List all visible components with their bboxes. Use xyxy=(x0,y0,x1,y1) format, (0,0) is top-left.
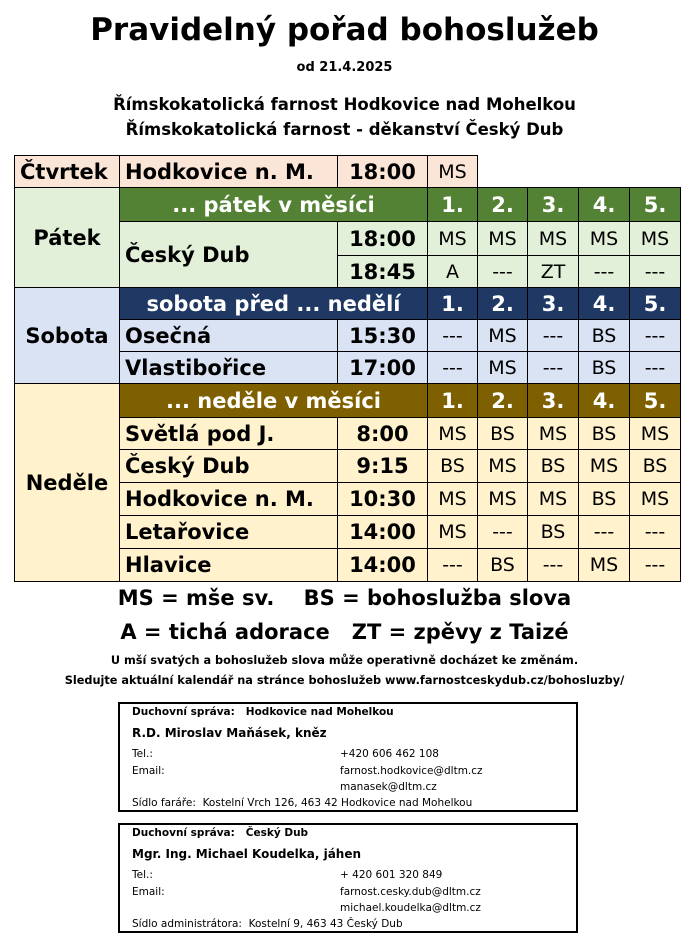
location-name: Osečná xyxy=(119,319,338,352)
contact-box-hodkovice xyxy=(118,702,578,812)
service-value: --- xyxy=(629,255,681,288)
week-number: 1. xyxy=(427,287,478,320)
service-value: BS xyxy=(427,449,478,483)
contact-header: Duchovní správa: Hodkovice nad Mohelkou xyxy=(132,706,394,718)
service-value: --- xyxy=(578,255,630,288)
location-name: Hodkovice n. M. xyxy=(119,155,338,188)
location-name: Český Dub xyxy=(119,449,338,483)
service-value: MS xyxy=(527,417,579,450)
service-time: 14:00 xyxy=(337,548,428,582)
service-value: BS xyxy=(578,417,630,450)
service-value: --- xyxy=(629,515,681,549)
service-time: 8:00 xyxy=(337,417,428,450)
service-value: MS xyxy=(629,482,681,516)
note-line-1: U mší svatých a bohoslužeb slova může operativně docházet ke změnám. xyxy=(110,654,579,667)
service-value: --- xyxy=(629,548,681,582)
service-value: --- xyxy=(527,319,579,352)
service-value: --- xyxy=(527,548,579,582)
location-name: Letařovice xyxy=(119,515,338,549)
service-value: MS xyxy=(629,221,681,256)
location-name: Český Dub xyxy=(119,221,338,288)
week-number: 1. xyxy=(427,187,478,222)
service-value: MS xyxy=(578,449,630,483)
service-value: MS xyxy=(527,221,579,256)
service-value: ZT xyxy=(527,255,579,288)
service-time: 18:45 xyxy=(337,255,428,288)
service-value: MS xyxy=(427,482,478,516)
tel-label: Tel.: xyxy=(132,748,153,760)
service-value: MS xyxy=(427,417,478,450)
service-value: MS xyxy=(477,351,528,384)
day-label-sunday: Neděle xyxy=(14,383,120,582)
service-value: MS xyxy=(527,482,579,516)
email-label: Email: xyxy=(132,765,165,777)
tel-label: Tel.: xyxy=(132,869,153,881)
week-number: 2. xyxy=(477,287,528,320)
contact-box-cesky-dub xyxy=(118,823,578,933)
service-time: 10:30 xyxy=(337,482,428,516)
service-value: MS xyxy=(578,548,630,582)
service-value: MS xyxy=(477,319,528,352)
week-number: 4. xyxy=(578,287,630,320)
service-time: 15:30 xyxy=(337,319,428,352)
week-header-friday: ... pátek v měsíci xyxy=(119,187,428,222)
week-number: 5. xyxy=(629,187,681,222)
service-value: BS xyxy=(578,319,630,352)
service-value: --- xyxy=(527,351,579,384)
parish-name-2: Římskokatolická farnost - děkanství Český Dub xyxy=(125,120,564,139)
location-name: Hodkovice n. M. xyxy=(119,482,338,516)
page-title: Pravidelný pořad bohoslužeb xyxy=(90,12,599,48)
service-value: MS xyxy=(477,449,528,483)
address: Sídlo faráře: Kostelní Vrch 126, 463 42 Hodkovice nad Mohelkou xyxy=(132,797,473,809)
service-time: 17:00 xyxy=(337,351,428,384)
service-value: --- xyxy=(427,351,478,384)
service-time: 18:00 xyxy=(337,155,428,188)
service-value: BS xyxy=(527,449,579,483)
contact-name: R.D. Miroslav Maňásek, kněz xyxy=(132,726,327,740)
note-line-2: Sledujte aktuální kalendář na stránce bohoslužeb www.farnostceskydub.cz/bohosluzby/ xyxy=(64,674,625,687)
service-value: MS xyxy=(477,482,528,516)
contact-name: Mgr. Ing. Michael Koudelka, jáhen xyxy=(132,847,362,861)
day-label-saturday: Sobota xyxy=(14,287,120,384)
week-header-sunday: ... neděle v měsíci xyxy=(119,383,428,418)
day-label-friday: Pátek xyxy=(14,187,120,288)
service-value: BS xyxy=(477,548,528,582)
week-number: 3. xyxy=(527,287,579,320)
email-value[interactable]: farnost.cesky.dub@dltm.cz xyxy=(340,886,481,898)
legend-line-1: MS = mše sv. BS = bohoslužba slova xyxy=(117,586,572,610)
service-value: MS xyxy=(427,155,478,188)
service-value: --- xyxy=(427,548,478,582)
service-value: BS xyxy=(629,449,681,483)
legend-line-2: A = tichá adorace ZT = zpěvy z Taizé xyxy=(120,620,569,644)
week-number: 5. xyxy=(629,287,681,320)
service-value: BS xyxy=(578,482,630,516)
week-header-saturday: sobota před ... nedělí xyxy=(119,287,428,320)
week-number: 2. xyxy=(477,187,528,222)
email-value[interactable]: michael.koudelka@dltm.cz xyxy=(340,902,481,914)
parish-name-1: Římskokatolická farnost Hodkovice nad Mohelkou xyxy=(113,95,576,114)
service-value: MS xyxy=(427,515,478,549)
week-number: 3. xyxy=(527,383,579,418)
location-name: Světlá pod J. xyxy=(119,417,338,450)
email-value[interactable]: farnost.hodkovice@dltm.cz xyxy=(340,765,483,777)
email-label: Email: xyxy=(132,886,165,898)
service-value: MS xyxy=(629,417,681,450)
week-number: 1. xyxy=(427,383,478,418)
service-value: A xyxy=(427,255,478,288)
week-number: 3. xyxy=(527,187,579,222)
service-value: MS xyxy=(578,221,630,256)
service-time: 9:15 xyxy=(337,449,428,483)
service-value: --- xyxy=(578,515,630,549)
service-value: BS xyxy=(527,515,579,549)
contact-header: Duchovní správa: Český Dub xyxy=(132,827,309,839)
service-value: --- xyxy=(477,515,528,549)
service-value: BS xyxy=(578,351,630,384)
service-time: 14:00 xyxy=(337,515,428,549)
service-value: --- xyxy=(629,319,681,352)
location-name: Vlastibořice xyxy=(119,351,338,384)
service-value: MS xyxy=(427,221,478,256)
email-value[interactable]: manasek@dltm.cz xyxy=(340,781,437,793)
service-value: BS xyxy=(477,417,528,450)
service-time: 18:00 xyxy=(337,221,428,256)
week-number: 4. xyxy=(578,187,630,222)
service-value: --- xyxy=(629,351,681,384)
tel-value: +420 606 462 108 xyxy=(340,748,439,760)
day-label-thursday: Čtvrtek xyxy=(14,155,120,188)
location-name: Hlavice xyxy=(119,548,338,582)
week-number: 4. xyxy=(578,383,630,418)
valid-from-date: od 21.4.2025 xyxy=(296,60,393,75)
week-number: 5. xyxy=(629,383,681,418)
service-value: --- xyxy=(477,255,528,288)
address: Sídlo administrátora: Kostelní 9, 463 43 Český Dub xyxy=(132,918,403,930)
tel-value: + 420 601 320 849 xyxy=(340,869,443,881)
service-value: --- xyxy=(427,319,478,352)
week-number: 2. xyxy=(477,383,528,418)
service-value: MS xyxy=(477,221,528,256)
